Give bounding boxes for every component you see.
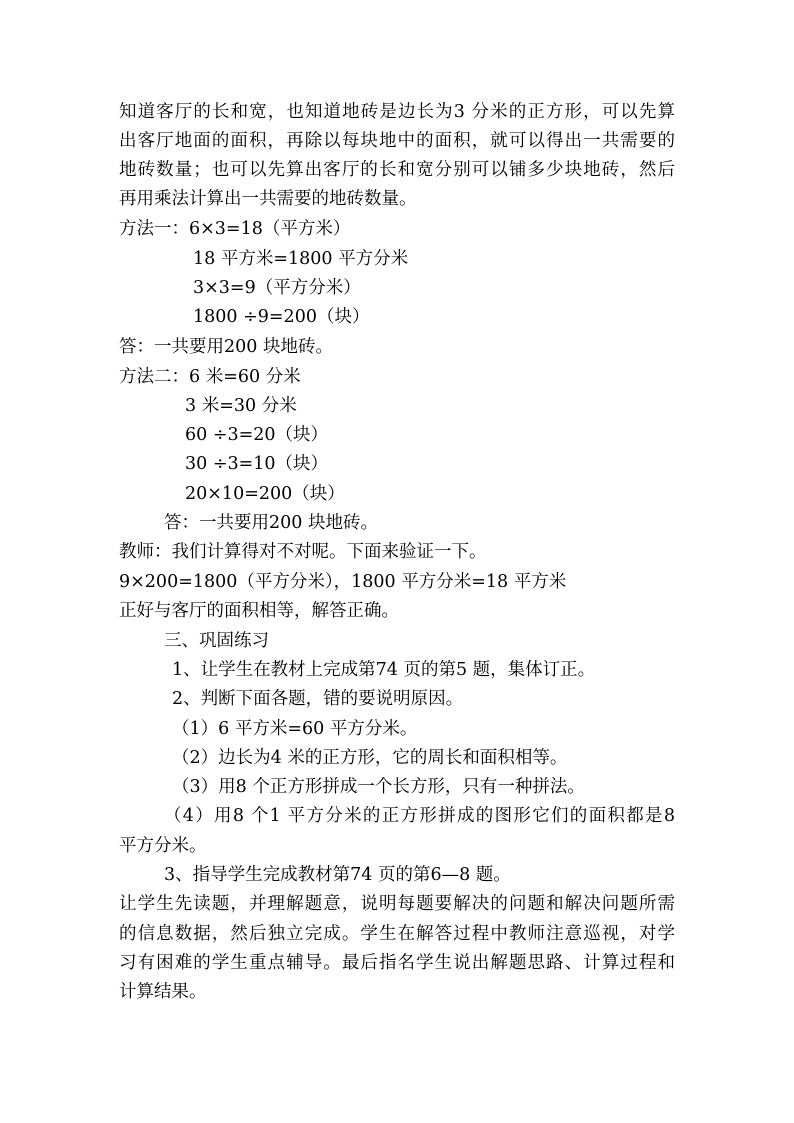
- judge-item: （2）边长为4 米的正方形，它的周长和面积相等。: [172, 748, 568, 768]
- method1-answer: 答：一共要用200 块地砖。: [119, 337, 333, 357]
- verify-calc: 9×200=1800（平方分米），1800 平方分米=18 平方米: [119, 572, 567, 592]
- judge-item: （1）6 平方米=60 平方分米。: [172, 719, 418, 739]
- method2-step: 60 ÷3=20（块）: [185, 425, 329, 445]
- guide-line: 的信息数据，然后独立完成。学生在解答过程中教师注意巡视，对学: [119, 924, 675, 944]
- guide-line: 习有困难的学生重点辅导。最后指名学生说出解题思路、计算过程和: [119, 953, 675, 973]
- method2-step: 30 ÷3=10（块）: [185, 454, 329, 474]
- intro-line: 知道客厅的长和宽，也知道地砖是边长为3 分米的正方形，可以先算: [119, 102, 675, 122]
- method1-label: 方法一：6×3=18（平方米）: [119, 219, 351, 239]
- judge-item: （4）用8 个1 平方分米的正方形拼成的图形它们的面积都是8: [164, 806, 675, 826]
- teacher-verify: 教师：我们计算得对不对呢。下面来验证一下。: [119, 542, 487, 562]
- guide-line: 计算结果。: [119, 982, 207, 1002]
- intro-line: 地砖数量；也可以先算出客厅的长和宽分别可以铺多少块地砖，然后: [119, 160, 675, 180]
- exercise-item: 1、让学生在教材上完成第74 页的第5 题，集体订正。: [172, 660, 596, 680]
- section-heading: 三、巩固练习: [164, 631, 269, 651]
- method1-step: 18 平方米=1800 平方分米: [193, 249, 409, 269]
- method2-label: 方法二：6 米=60 分米: [119, 367, 301, 387]
- guide-line: 让学生先读题，并理解题意，说明每题要解决的问题和解决问题所需: [119, 894, 675, 914]
- intro-line: 出客厅地面的面积，再除以每块地中的面积，就可以得出一共需要的: [119, 131, 675, 151]
- judge-item: （3）用8 个正方形拼成一个长方形，只有一种拼法。: [172, 777, 585, 797]
- intro-line: 再用乘法计算出一共需要的地砖数量。: [119, 189, 417, 209]
- exercise-item: 3、指导学生完成教材第74 页的第6—8 题。: [164, 865, 511, 885]
- exercise-item: 2、判断下面各题，错的要说明原因。: [172, 689, 464, 709]
- method2-step: 3 米=30 分米: [185, 396, 297, 416]
- method1-step: 1800 ÷9=200（块）: [193, 307, 370, 327]
- method2-answer: 答：一共要用200 块地砖。: [164, 513, 378, 533]
- method2-step: 20×10=200（块）: [185, 484, 345, 504]
- verify-conclusion: 正好与客厅的面积相等，解答正确。: [119, 601, 399, 621]
- judge-item-continuation: 平方分米。: [119, 836, 207, 856]
- method1-step: 3×3=9（平方分米）: [193, 278, 361, 298]
